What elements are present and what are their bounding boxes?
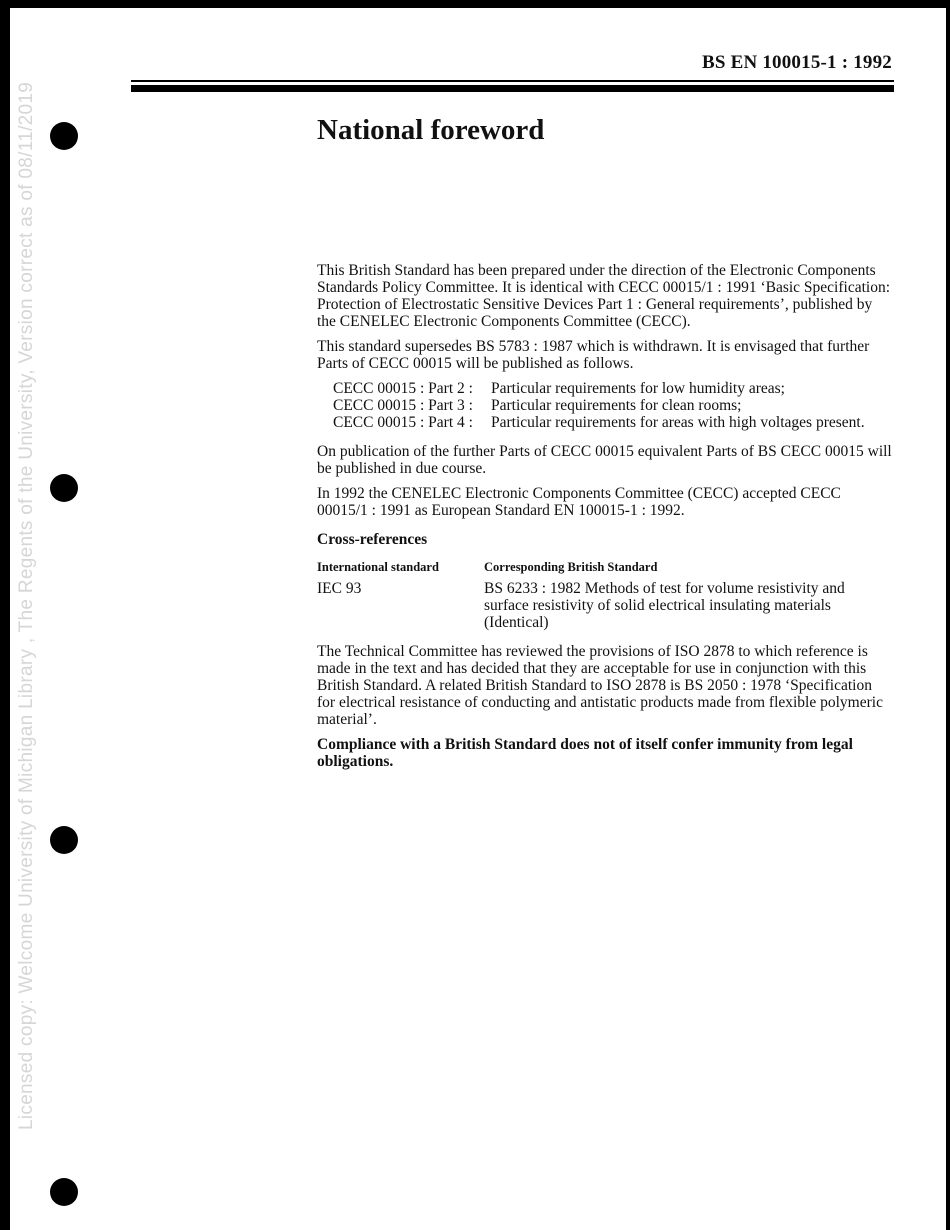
part-code: CECC 00015 : Part 3 :	[333, 397, 473, 414]
international-standard-cell: IEC 93	[317, 580, 362, 597]
list-item	[333, 397, 892, 414]
punch-hole	[50, 1178, 78, 1206]
column-header-international: International standard	[317, 560, 439, 574]
paragraph: In 1992 the CENELEC Electronic Components Committee (CECC) accepted CECC 00015/1 : 1991 as European Standard EN 100015-1 : 1992.	[317, 485, 841, 519]
header-rule-thin	[131, 80, 894, 82]
part-description: Particular requirements for low humidity areas;	[491, 380, 785, 397]
cross-references-heading: Cross-references	[317, 531, 428, 548]
page-frame-top	[0, 0, 950, 8]
license-watermark: Licensed copy: Welcome University of Michigan Library , The Regents of the University, Version correct as of 08/11/2019	[16, 81, 37, 1130]
page-title: National foreword	[317, 114, 545, 146]
list-item	[333, 414, 892, 431]
page-frame-left	[0, 0, 10, 1230]
part-description: Particular requirements for clean rooms;	[491, 397, 742, 414]
part-code: CECC 00015 : Part 2 :	[333, 380, 473, 397]
compliance-statement: Compliance with a British Standard does not of itself confer immunity from legal obligations.	[317, 736, 853, 770]
part-description: Particular requirements for areas with high voltages present.	[491, 414, 865, 431]
page-frame-right	[946, 0, 950, 1230]
list-item	[333, 380, 892, 397]
paragraph: This British Standard has been prepared under the direction of the Electronic Components Standards Policy Committee. It is identical with CECC 00015/1 : 1991 ‘Basic Specification: Protection of Electrostatic Sensitive Devices Part 1 : General requirements’, published by the CENELEC Electronic Components Committee (CECC).	[317, 262, 891, 330]
foreword-body	[317, 262, 892, 778]
punch-hole	[50, 122, 78, 150]
paragraph: On publication of the further Parts of CECC 00015 equivalent Parts of BS CECC 00015 will be published in due course.	[317, 443, 892, 477]
british-standard-cell: BS 6233 : 1982 Methods of test for volume resistivity and surface resistivity of solid electrical insulating materials (Identical)	[484, 580, 845, 631]
punch-hole	[50, 826, 78, 854]
header-rule-thick	[131, 85, 894, 92]
parts-list	[333, 380, 892, 431]
punch-hole	[50, 474, 78, 502]
document-code: BS EN 100015-1 : 1992	[702, 52, 892, 73]
paragraph: The Technical Committee has reviewed the provisions of ISO 2878 to which reference is made in the text and has decided that they are acceptable for use in conjunction with this British Standard. A related British Standard to ISO 2878 is BS 2050 : 1978 ‘Specification for electrical resistance of conducting and antistatic products made from flexible polymeric material’.	[317, 643, 883, 728]
table-row	[317, 580, 892, 631]
part-code: CECC 00015 : Part 4 :	[333, 414, 473, 431]
paragraph: This standard supersedes BS 5783 : 1987 which is withdrawn. It is envisaged that further Parts of CECC 00015 will be published as follows.	[317, 338, 870, 372]
column-header-british: Corresponding British Standard	[484, 560, 658, 574]
cross-references-header-row	[317, 559, 892, 576]
